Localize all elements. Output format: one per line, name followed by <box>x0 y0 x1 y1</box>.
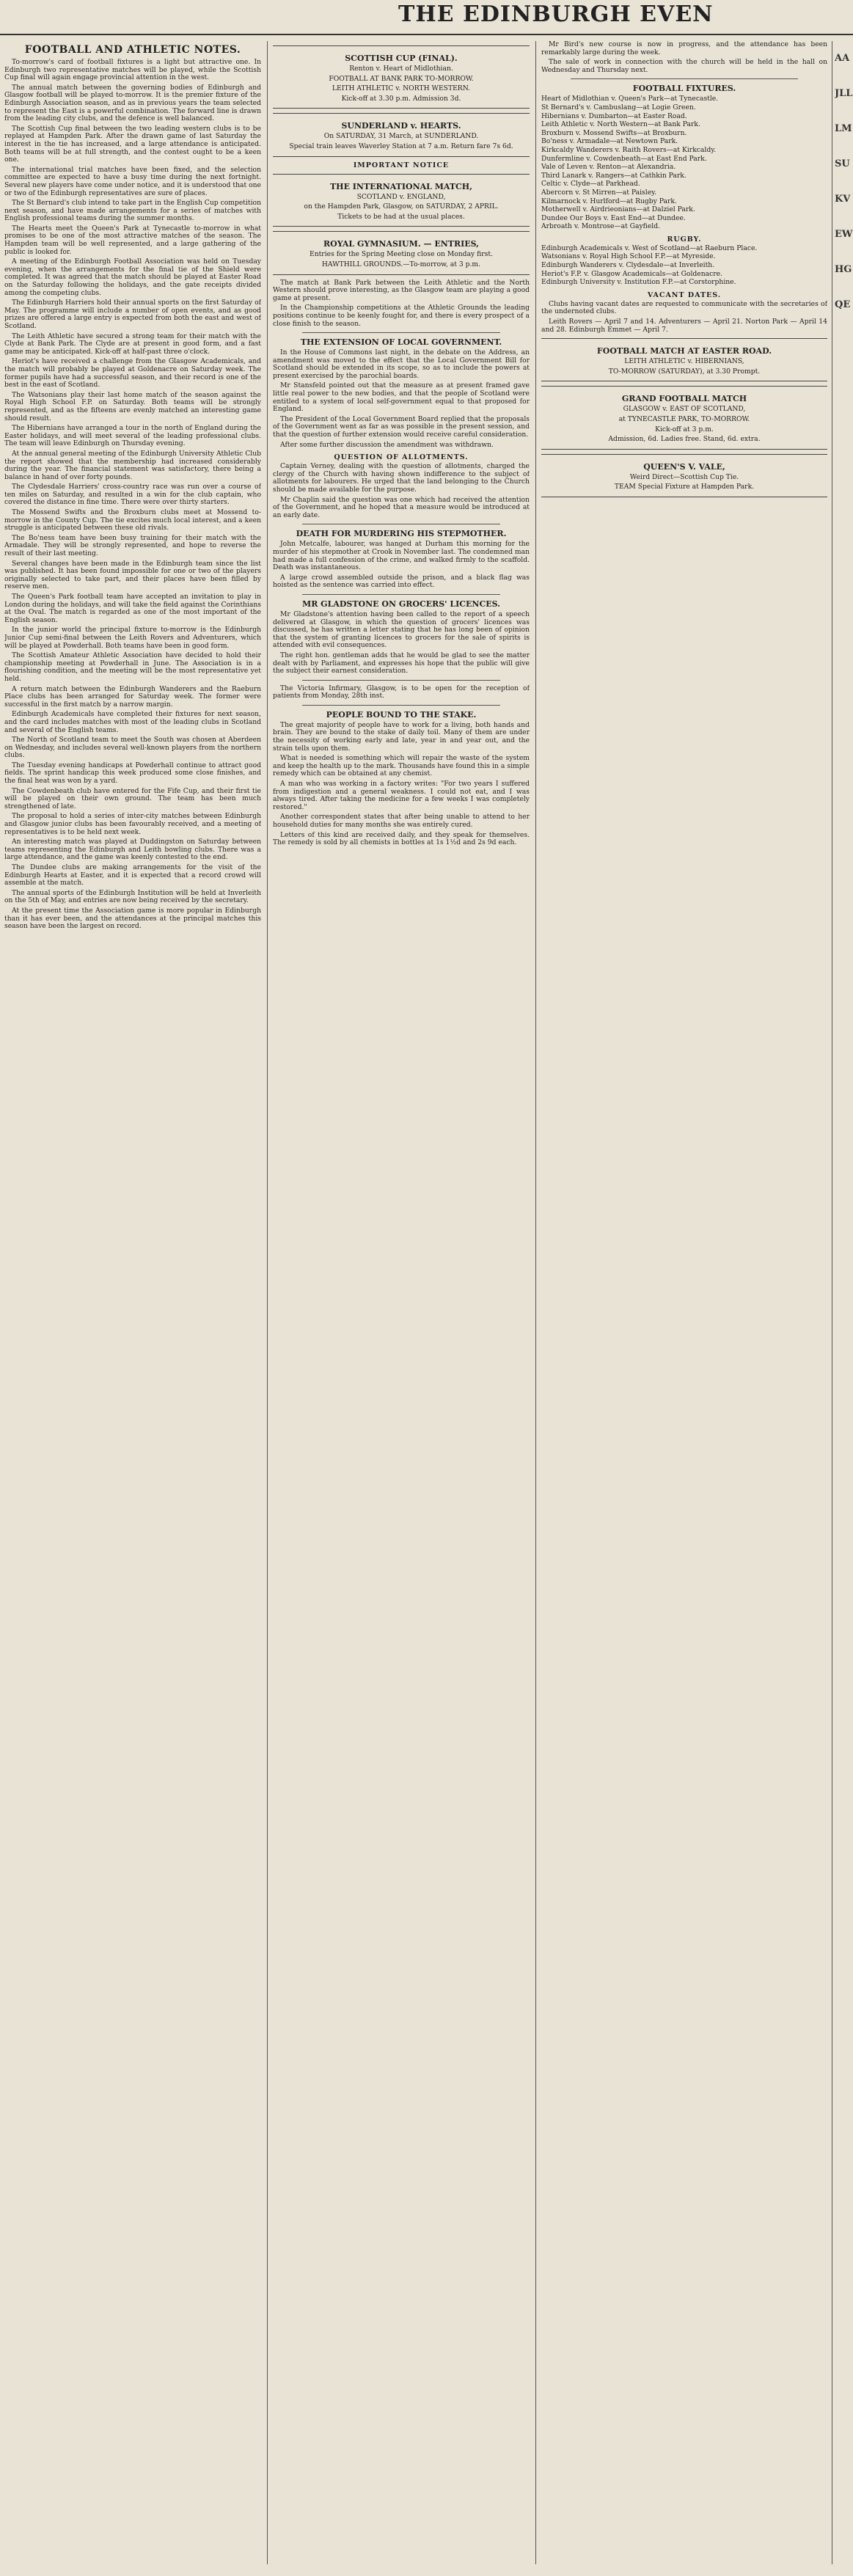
ad-title: ROYAL GYMNASIUM. — ENTRIES, <box>323 239 479 249</box>
ad-line: on the Hampden Park, Glasgow, on SATURDAY, 2 APRIL. <box>304 202 499 211</box>
paragraph: The Tuesday evening handicaps at Powderhall continue to attract good fields. The sprint handicap this week produced some close finishes, and the final heat was won by a yard. <box>4 761 261 786</box>
ad-lines <box>274 133 528 150</box>
ad-international-match <box>273 174 530 227</box>
ad-line: SCOTLAND v. ENGLAND, <box>356 192 446 201</box>
ad-line: LEITH ATHLETIC v. HIBERNIANS, <box>624 357 744 366</box>
fixture-line: Celtic v. Clyde—at Parkhead. <box>541 180 640 189</box>
ad-sunderland <box>273 113 530 156</box>
important-notice-heading: IMPORTANT NOTICE <box>353 161 450 169</box>
fixture-line: Abercorn v. St Mirren—at Paisley. <box>541 188 657 197</box>
ad-line: Special train leaves Waverley Station at 7 a.m. Return fare 7s 6d. <box>289 142 513 150</box>
ad-lines <box>274 251 528 268</box>
paragraph: The great majority of people have to work for a living, both hands and brain. They are bound to the stake of daily toil. Many of them are under the necessity of working early and late, year in and year out, and the strain tells upon them. <box>273 720 530 753</box>
paragraph: The Bo'ness team have been busy training for their match with the Armadale. They will be strongly represented, and hope to reverse the result of their last meeting. <box>4 533 261 558</box>
column-3 <box>541 41 827 2564</box>
paragraph: The Watsonians play their last home match of the season against the Royal High School F.P. on Saturday. Both teams will be strongly represented, and as the fifteens are evenly matched an interesting game should result. <box>4 390 261 422</box>
paragraph: The Edinburgh Harriers hold their annual sports on the first Saturday of May. The programme will include a number of open events, and as good prizes are offered a large entry is expected from both the east and west of Scotland. <box>4 299 261 330</box>
fixture-line: Kilmarnock v. Hurlford—at Rugby Park. <box>541 197 677 205</box>
paragraph: Another correspondent states that after being unable to attend to her household duties for many months she was entirely cured. <box>273 813 530 829</box>
fixtures-list <box>541 95 827 231</box>
ad-lines <box>274 65 528 103</box>
ad-line: GLASGOW v. EAST OF SCOTLAND, <box>623 405 746 414</box>
paragraph: The Scottish Cup final between the two leading western clubs is to be replayed at Hampden Park. After the drawn game of last Saturday the interest in the tie has increased, and a large attendance is anticipated. Both teams will be at full strength, and the contest ought to be a keen one. <box>4 124 261 164</box>
divider <box>302 594 500 595</box>
ad-line: TEAM Special Fixture at Hampden Park. <box>614 483 755 491</box>
paragraph: Mr Gladstone's attention having been called to the report of a speech delivered at Glasgow, in which the question of grocers' licences was discussed, he has written a letter stating that he has long been of opinion that the system of granting licences to grocers for the sale of spirits is attended with evil consequences. <box>273 610 530 650</box>
article-body <box>273 541 530 590</box>
paragraph: In the House of Commons last night, in the debate on the Address, an amendment was moved to the effect that the Local Government Bill for Scotland should be extended in its scope, so as to include the powers at present exercised by the parochial boards. <box>273 348 530 380</box>
paragraph: At the annual general meeting of the Edinburgh University Athletic Club the report showed that the membership had increased considerably during the year. The financial statement was satisfactory, there being a balance in hand of over forty pounds. <box>4 449 261 481</box>
ad-line: Kick-off at 3 p.m. <box>655 425 714 433</box>
article-body <box>541 301 827 334</box>
paragraph: The North of Scotland team to meet the South was chosen at Aberdeen on Wednesday, and includes several well-known players from the northern clubs. <box>4 736 261 760</box>
paragraph: At the present time the Association game is more popular in Edinburgh than it has ever been, and the attendances at the principal matches this season have been the largest on record. <box>4 906 261 931</box>
vacant-dates-heading: VACANT DATES. <box>647 290 722 299</box>
paragraph: The Queen's Park football team have accepted an invitation to play in London during the holidays, and will take the field against the Corinthians at the Oval. The match is regarded as one of the most important of the English season. <box>4 593 261 624</box>
paragraph: In the Championship competitions at the Athletic Grounds the leading positions continue to be keenly fought for, and there is every prospect of a close finish to the season. <box>273 304 530 328</box>
ad-queens-vale <box>541 454 827 497</box>
ad-royal-gymnasium <box>273 231 530 274</box>
ad-line: Admission, 6d. Ladies free. Stand, 6d. extra. <box>608 435 761 444</box>
paragraph: A large crowd assembled outside the prison, and a black flag was hoisted as the sentence was carried into effect. <box>273 573 530 590</box>
column-1 <box>4 41 261 2564</box>
paragraph: After some further discussion the amendment was withdrawn. <box>280 440 494 449</box>
ad-title: QUEEN'S V. VALE, <box>643 461 725 472</box>
gladstone-heading: MR GLADSTONE ON GROCERS' LICENCES. <box>302 599 500 609</box>
paragraph: The Leith Athletic have secured a strong team for their match with the Clyde at Bank Park. The Clyde are at present in good form, and a fast game may be anticipated. Kick-off at half-past three o'clock. <box>4 332 261 356</box>
fixture-line: Edinburgh Academicals v. West of Scotland—at Raeburn Place. <box>541 244 758 252</box>
fixture-line: Heriot's F.P. v. Glasgow Academicals—at Goldenacre. <box>541 269 722 278</box>
article-body <box>273 463 530 519</box>
paragraph: John Metcalfe, labourer, was hanged at Durham this morning for the murder of his stepmother at Crook in November last. The condemned man had made a full confession of the crime, and walked firmly to the scaffold. Death was instantaneous. <box>273 540 530 572</box>
murder-heading: DEATH FOR MURDERING HIS STEPMOTHER. <box>296 529 507 539</box>
fixture-line: Vale of Leven v. Renton—at Alexandria. <box>541 163 676 172</box>
fixture-line: Motherwell v. Airdrieonians—at Dalziel Park. <box>541 205 695 214</box>
fixture-line: Heart of Midlothian v. Queen's Park—at Tynecastle. <box>541 95 719 103</box>
ad-line: Entries for the Spring Meeting close on Monday first. <box>309 250 493 259</box>
divider <box>302 332 500 333</box>
paragraph: A return match between the Edinburgh Wanderers and the Raeburn Place clubs has been arranged for Saturday week. The former were successful in the first match by a narrow margin. <box>4 684 261 709</box>
ad-line: Renton v. Heart of Midlothian. <box>349 65 453 73</box>
fixture-line: Bo'ness v. Armadale—at Newtown Park. <box>541 137 678 146</box>
article-body <box>273 722 530 847</box>
paragraph: The Victoria Infirmary, Glasgow, is to be open for the reception of patients from Monday, 28th inst. <box>273 684 530 700</box>
fixture-line: Watsonians v. Royal High School F.P.—at Myreside. <box>541 252 716 261</box>
fixture-line: Third Lanark v. Rangers—at Cathkin Park. <box>541 171 687 180</box>
article-body <box>273 349 530 449</box>
fixture-line: Kirkcaldy Wanderers v. Raith Rovers—at Kirkcaldy. <box>541 145 717 154</box>
ad-title: THE INTERNATIONAL MATCH, <box>329 181 473 191</box>
ad-grand-football-match <box>541 386 827 449</box>
paragraph: A meeting of the Edinburgh Football Association was held on Tuesday evening, when the arrangements for the final tie of the Shield were completed. It was agreed that the match should be played at Easter Road on the Saturday following the holidays, and the gate receipts divided among the competing clubs. <box>4 257 261 297</box>
column-rule <box>267 41 268 2564</box>
paragraph: A man who was working in a factory writes: "For two years I suffered from indigestion and a general weakness. I could not eat, and I was always tired. After taking the medicine for a few weeks I was completely restored." <box>273 780 530 811</box>
newspaper-title: THE EDINBURGH EVEN <box>398 1 714 27</box>
masthead <box>0 0 853 35</box>
paragraph: The match at Bank Park between the Leith Athletic and the North Western should prove interesting, as the Glasgow team are playing a good game at present. <box>273 278 530 302</box>
paragraph: Mr Stansfeld pointed out that the measure as at present framed gave little real power to the new bodies, and that the people of Scotland were entitled to a system of local self-government equal to that proposed for England. <box>273 381 530 414</box>
fixture-line: St Bernard's v. Cambuslang—at Logie Green. <box>541 103 696 111</box>
paragraph: The President of the Local Government Board replied that the proposals of the Government went as far as was possible in the present session, and that the question of further extension would receive careful consideration. <box>273 414 530 439</box>
article-body <box>273 685 530 700</box>
ad-line: LEITH ATHLETIC v. NORTH WESTERN. <box>332 84 471 93</box>
paragraph: Captain Verney, dealing with the question of allotments, charged the clergy of the Church with having shown indifference to the subject of allotments for labourers. He urged that the land belonging to the Church should be made available for the purpose. <box>273 462 530 494</box>
column-2 <box>273 41 530 2564</box>
fixture-line: Leith Athletic v. North Western—at Bank Park. <box>541 120 700 129</box>
divider <box>302 680 500 681</box>
fixtures-list <box>541 245 827 287</box>
divider <box>302 705 500 706</box>
paragraph: Letters of this kind are received daily, and they speak for themselves. The remedy is sold by all chemists in bottles at 1s 1½d and 2s 9d each. <box>273 830 530 847</box>
fixture-line: Broxburn v. Mossend Swifts—at Broxburn. <box>541 128 687 137</box>
fixture-line: Dunfermline v. Cowdenbeath—at East End Park. <box>541 154 707 163</box>
article-body <box>541 41 827 74</box>
stake-heading: PEOPLE BOUND TO THE STAKE. <box>326 709 477 720</box>
football-notes-body <box>4 59 261 931</box>
paragraph: Mr Bird's new course is now in progress, and the attendance has been remarkably large during the week. <box>541 41 827 56</box>
divider <box>571 78 798 79</box>
ad-line: HAWTHILL GROUNDS.—To-morrow, at 3 p.m. <box>321 260 481 268</box>
paragraph: The St Bernard's club intend to take part in the English Cup competition next season, and have made arrangements for a series of matches with English professional teams during the summer months. <box>4 199 261 223</box>
ad-scottish-cup <box>273 45 530 109</box>
paragraph: The Dundee clubs are making arrangements for the visit of the Edinburgh Hearts at Easter, and it is expected that a record crowd will assemble at the match. <box>4 863 261 888</box>
paragraph: The annual match between the governing bodies of Edinburgh and Glasgow football will be played to-morrow. It is the premier fixture of the Edinburgh Association season, and as in previous years the team selected to represent the East is a powerful combination. The forward line is drawn from the leading city clubs, and the defence is well balanced. <box>4 83 261 123</box>
paragraph: The Scottish Amateur Athletic Association have decided to hold their championship meeting at Powderhall in June. The Association is in a flourishing condition, and the meeting will be the most representative yet held. <box>4 651 261 683</box>
ad-line: FOOTBALL AT BANK PARK TO-MORROW. <box>329 74 474 83</box>
ad-title: FOOTBALL MATCH AT EASTER ROAD. <box>596 346 772 356</box>
ad-line: TO-MORROW (SATURDAY), at 3.30 Prompt. <box>608 367 761 376</box>
paragraph: The proposal to hold a series of inter-city matches between Edinburgh and Glasgow junior clubs has been favourably received, and a meeting of representatives is to be held next week. <box>4 812 261 836</box>
football-notes-heading: FOOTBALL AND ATHLETIC NOTES. <box>24 44 241 56</box>
ad-easter-road <box>541 338 827 381</box>
fixture-line: Edinburgh University v. Institution F.P.—at Corstorphine. <box>541 278 736 287</box>
paragraph: The Clydesdale Harriers' cross-country race was run over a course of ten miles on Saturday, and resulted in a win for the club captain, who covered the distance in fine time. There were over thirty starters. <box>4 483 261 507</box>
ad-lines <box>274 194 528 222</box>
paragraph: What is needed is something which will repair the waste of the system and keep the health up to the mark. Thousands have found this in a simple remedy which can be obtained at any chemist. <box>273 754 530 778</box>
paragraph: To-morrow's card of football fixtures is a light but attractive one. In Edinburgh two representative matches will be played, while the Scottish Cup final will again engage provincial attention in the west. <box>4 58 261 82</box>
paragraph: The Cowdenbeath club have entered for the Fife Cup, and their first tie will be played on their own ground. The team has been much strengthened of late. <box>4 786 261 811</box>
paragraph: Leith Rovers — April 7 and 14. Adventurers — April 21. Norton Park — April 14 and 28. Edinburgh Emmet — April 7. <box>541 318 827 334</box>
local-government-heading: THE EXTENSION OF LOCAL GOVERNMENT. <box>300 337 502 348</box>
paragraph: Edinburgh Academicals have completed their fixtures for next season, and the card includes matches with most of the leading clubs in Scotland and several of the English teams. <box>4 710 261 734</box>
article-body <box>273 611 530 676</box>
ad-lines <box>543 406 826 443</box>
paragraph: The international trial matches have been fixed, and the selection committee are expected to have a busy time during the next fortnight. Several new players have come under notice, and it is understood that one or two of the Edinburgh representatives are sure of places. <box>4 165 261 197</box>
paragraph: The Hearts meet the Queen's Park at Tynecastle to-morrow in what promises to be one of the most attractive matches of the season. The Hampden team will be well represented, and a large gathering of the public is looked for. <box>4 224 261 256</box>
fixture-line: Edinburgh Wanderers v. Clydesdale—at Inverleith. <box>541 261 715 270</box>
fixtures-heading: FOOTBALL FIXTURES. <box>632 84 736 94</box>
adjacent-column-edge: AAJLLLMSUKVEWHGQE <box>835 53 853 310</box>
paragraph: The Mossend Swifts and the Broxburn clubs meet at Mossend to-morrow in the County Cup. The tie excites much local interest, and a keen struggle is anticipated between these old rivals. <box>4 508 261 533</box>
paragraph: The Hibernians have arranged a tour in the north of England during the Easter holidays, and will meet several of the leading professional clubs. The team will leave Edinburgh on Thursday evening. <box>4 424 261 448</box>
ad-line: at TYNECASTLE PARK, TO-MORROW. <box>618 415 750 423</box>
fixture-line: Dundee Our Boys v. East End—at Dundee. <box>541 213 686 222</box>
fixture-line: Hibernians v. Dumbarton—at Easter Road. <box>541 111 687 120</box>
paragraph: An interesting match was played at Duddingston on Saturday between teams representing the Edinburgh and Leith bowling clubs. There was a large attendance, and the game was keenly contested to the end. <box>4 838 261 862</box>
ad-title: GRAND FOOTBALL MATCH <box>621 394 747 404</box>
fixture-line: Arbroath v. Montrose—at Gayfield. <box>541 222 660 231</box>
ad-title: SCOTTISH CUP (FINAL). <box>345 54 458 63</box>
ad-lines <box>543 474 826 491</box>
ad-line: Kick-off at 3.30 p.m. Admission 3d. <box>341 94 461 103</box>
paragraph: Mr Chaplin said the question was one which had received the attention of the Government, and he hoped that a measure would be introduced at an early date. <box>273 495 530 519</box>
rugby-heading: RUGBY. <box>667 235 702 244</box>
paragraph: Clubs having vacant dates are requested to communicate with the secretaries of the undernoted clubs. <box>541 299 827 316</box>
paragraph: The annual sports of the Edinburgh Institution will be held at Inverleith on the 5th of May, and entries are now being received by the secretary. <box>4 888 261 905</box>
ad-title: SUNDERLAND v. HEARTS. <box>341 121 461 131</box>
paragraph: Several changes have been made in the Edinburgh team since the list was published. It has been found impossible for one or two of the players originally selected to take part, and their places have been filled by reserve men. <box>4 559 261 591</box>
column-rule <box>535 41 536 2564</box>
paragraph: In the junior world the principal fixture to-morrow is the Edinburgh Junior Cup semi-final between the Leith Rovers and Adventurers, which will be played at Powderhall. Both teams have been in good form. <box>4 626 261 650</box>
article-body <box>273 279 530 329</box>
paragraph: Heriot's have received a challenge from the Glasgow Academicals, and the match will probably be played at Goldenacre on Saturday week. The former pupils have had a successful season, and their record is one of the best in the east of Scotland. <box>4 357 261 389</box>
ad-line: Weird Direct—Scottish Cup Tie. <box>629 472 739 481</box>
ad-line: Tickets to be had at the usual places. <box>337 212 465 221</box>
paragraph: The sale of work in connection with the church will be held in the hall on Wednesday and Thursday next. <box>541 58 827 74</box>
ad-line: On SATURDAY, 31 March, at SUNDERLAND. <box>323 132 479 141</box>
allotments-heading: QUESTION OF ALLOTMENTS. <box>334 453 469 462</box>
paragraph: The right hon. gentleman adds that he would be glad to see the matter dealt with by Parliament, and expresses his hope that the public will give the subject their earnest consideration. <box>273 651 530 676</box>
ad-lines <box>543 358 826 376</box>
